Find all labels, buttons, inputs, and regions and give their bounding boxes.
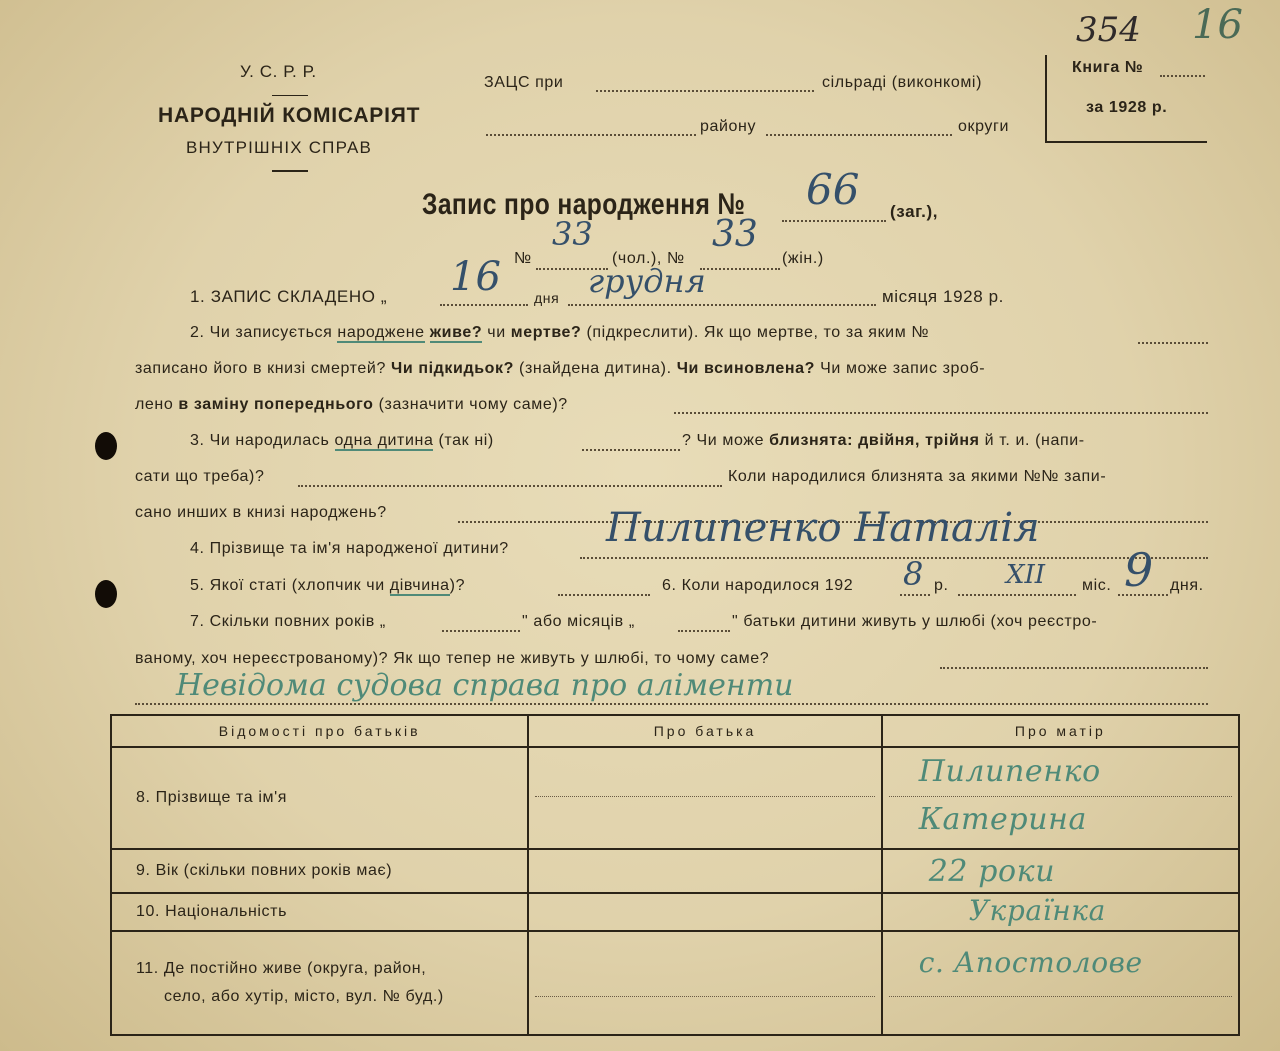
child-name-field[interactable] (580, 557, 1208, 559)
table-row-age (111, 849, 1239, 893)
table-row-name (111, 747, 1239, 849)
hw-birth-day: 9 (1124, 543, 1154, 597)
commissariat-header: НАРОДНІЙ КОМІСАРІЯТ (158, 104, 421, 127)
raion-field[interactable] (486, 134, 696, 136)
item2-dead: мертве? (510, 324, 582, 341)
hw-mother-residence: с. Апостолове (918, 946, 1143, 979)
row-label-age: 9. Вік (скільки повних років має) (111, 849, 528, 893)
mother-nationality-cell[interactable] (882, 893, 1239, 931)
table-header-row (111, 715, 1239, 747)
item6-day-label: дня. (1170, 577, 1204, 594)
header-mother: Про матір (882, 715, 1239, 747)
row-label-residence: 11. Де постійно живе (округа, район, село, або хутір, місто, вул. № буд.) (111, 931, 528, 1035)
item5-label: 5. Якої статі (хлопчик чи дівчина)? (190, 577, 466, 594)
hw-child-name: Пилипенко Наталія (606, 505, 1040, 551)
item7-months-label: " або місяців „ (522, 613, 635, 630)
item5-girl: дівчина (389, 577, 450, 594)
mother-residence-cell[interactable] (882, 931, 1239, 1035)
item1-day-label: дня (534, 290, 560, 306)
table-row-nationality (111, 893, 1239, 931)
item2-line3: лено в заміну попереднього (зазначити чому саме)? (135, 396, 568, 413)
republic-header: У. С. Р. Р. (240, 62, 317, 81)
header-parents-info: Відомості про батьків (111, 715, 528, 747)
item1-day-field[interactable] (440, 304, 528, 306)
header-rule-2 (272, 170, 308, 172)
birth-year-field[interactable] (900, 594, 930, 596)
punch-hole-top (95, 432, 117, 460)
item7-line2: ваному, хоч нереєстрованому)? Як що тепер не живуть у шлюбі, то чому саме? (135, 650, 770, 667)
male-number-prefix: № (514, 250, 532, 267)
birth-month-field[interactable] (958, 594, 1076, 596)
item7-years-label: 7. Скільки повних років „ (190, 613, 386, 630)
item3-one-child: одна дитина (334, 432, 434, 449)
table-row-residence (111, 931, 1239, 1035)
okruha-field[interactable] (766, 134, 952, 136)
item4-label: 4. Прізвище та ім'я народженої дитини? (190, 540, 509, 557)
hw-record-day: 16 (450, 254, 501, 300)
ministry-header: ВНУТРІШНІХ СПРАВ (186, 138, 373, 157)
hw-mother-age: 22 роки (928, 854, 1056, 889)
parents-table (110, 714, 1240, 1036)
hw-page-number: 16 (1192, 2, 1243, 48)
item1-month-field[interactable] (568, 304, 876, 306)
book-label: Книга № (1072, 59, 1144, 76)
item2-line1 (190, 324, 929, 342)
hw-record-number: 66 (806, 165, 860, 214)
item1-end-label: місяця 1928 р. (882, 287, 1004, 306)
mother-name-cell[interactable] (882, 747, 1239, 849)
header-father: Про батька (528, 715, 881, 747)
hw-female-number: 33 (712, 214, 758, 255)
father-residence-cell[interactable] (528, 931, 881, 1035)
item2-f: (підкреслити). Як що мертве, то за яким № (586, 324, 930, 341)
father-name-cell[interactable] (528, 747, 881, 849)
father-age-cell[interactable] (528, 849, 881, 893)
marriage-months-field[interactable] (678, 630, 730, 632)
header-rule-1 (272, 95, 308, 96)
year-label: за 1928 р. (1086, 99, 1168, 116)
item6-year-suffix: р. (934, 577, 949, 594)
item5-gender-field[interactable] (558, 594, 650, 596)
hw-mother-surname: Пилипенко (918, 754, 1101, 789)
item7-rest-label: " батьки дитини живуть у шлюбі (хоч реєстро- (732, 613, 1098, 630)
father-nationality-cell[interactable] (528, 893, 881, 931)
item3-twins-field[interactable] (298, 485, 722, 487)
zags-suffix-label: сільраді (виконкомі) (822, 74, 982, 91)
item2-replacement-field[interactable] (674, 412, 1208, 414)
item6-label: 6. Коли народилося 192 (662, 577, 854, 594)
hw-year-digit: 8 (903, 555, 924, 593)
okruha-label: округи (958, 118, 1009, 135)
row-label-nationality: 10. Національність (111, 893, 528, 931)
record-title: Запис про народження № (422, 188, 746, 221)
item2-alive: живе? (429, 324, 483, 341)
item3-line1: 3. Чи народилась одна дитина (так ні) (190, 432, 494, 449)
male-number-label: (чол.), № (612, 250, 685, 267)
item2-or: чи (487, 324, 506, 341)
hw-mother-firstname: Катерина (918, 802, 1087, 837)
mother-age-cell[interactable] (882, 849, 1239, 893)
item2-a: 2. Чи записується (190, 324, 333, 341)
record-number-field[interactable] (782, 220, 886, 222)
marriage-reason-field[interactable] (940, 667, 1208, 669)
zags-prefix-label: ЗАЦС при (484, 74, 564, 91)
item6-month-label: міс. (1082, 577, 1112, 594)
item3-yes-no-field[interactable] (582, 449, 680, 451)
hw-record-month: грудня (588, 262, 706, 300)
item3-line2a: сати що треба)? (135, 468, 265, 485)
record-number-suffix: (заг.), (890, 202, 939, 221)
item2-line2: записано його в книзі смертей? Чи підкидьок? (знайдена дитина). Чи всиновлена? Чи може запис зроб- (135, 360, 986, 377)
marriage-years-field[interactable] (442, 630, 520, 632)
item3-line3: сано инших в книзі народжень? (135, 504, 387, 521)
item3-line1-rest: ? Чи може близнята: двійня, трійня й т. и. (напи- (682, 432, 1085, 449)
hw-male-number: 33 (552, 215, 593, 253)
punch-hole-bottom (95, 580, 117, 608)
item2-death-number-field[interactable] (1138, 342, 1208, 344)
row-label-name: 8. Прізвище та ім'я (111, 747, 528, 849)
female-number-label: (жін.) (782, 250, 824, 267)
item2-born: народжене (337, 324, 425, 341)
item3-line2b: Коли народилися близнята за якими №№ запи- (728, 468, 1107, 485)
female-number-field[interactable] (700, 268, 780, 270)
raion-label: району (700, 118, 757, 135)
marriage-reason-field-2[interactable] (135, 703, 1208, 705)
hw-mother-nationality: Українка (968, 894, 1106, 927)
hw-book-number: 354 (1076, 10, 1141, 50)
hw-birth-month: XII (1006, 560, 1046, 590)
book-number-field[interactable] (1160, 75, 1205, 77)
hw-marriage-note: Невідома судова справа про аліменти (176, 668, 794, 703)
item1-label: 1. ЗАПИС СКЛАДЕНО „ (190, 287, 388, 306)
zags-name-field[interactable] (596, 90, 814, 92)
